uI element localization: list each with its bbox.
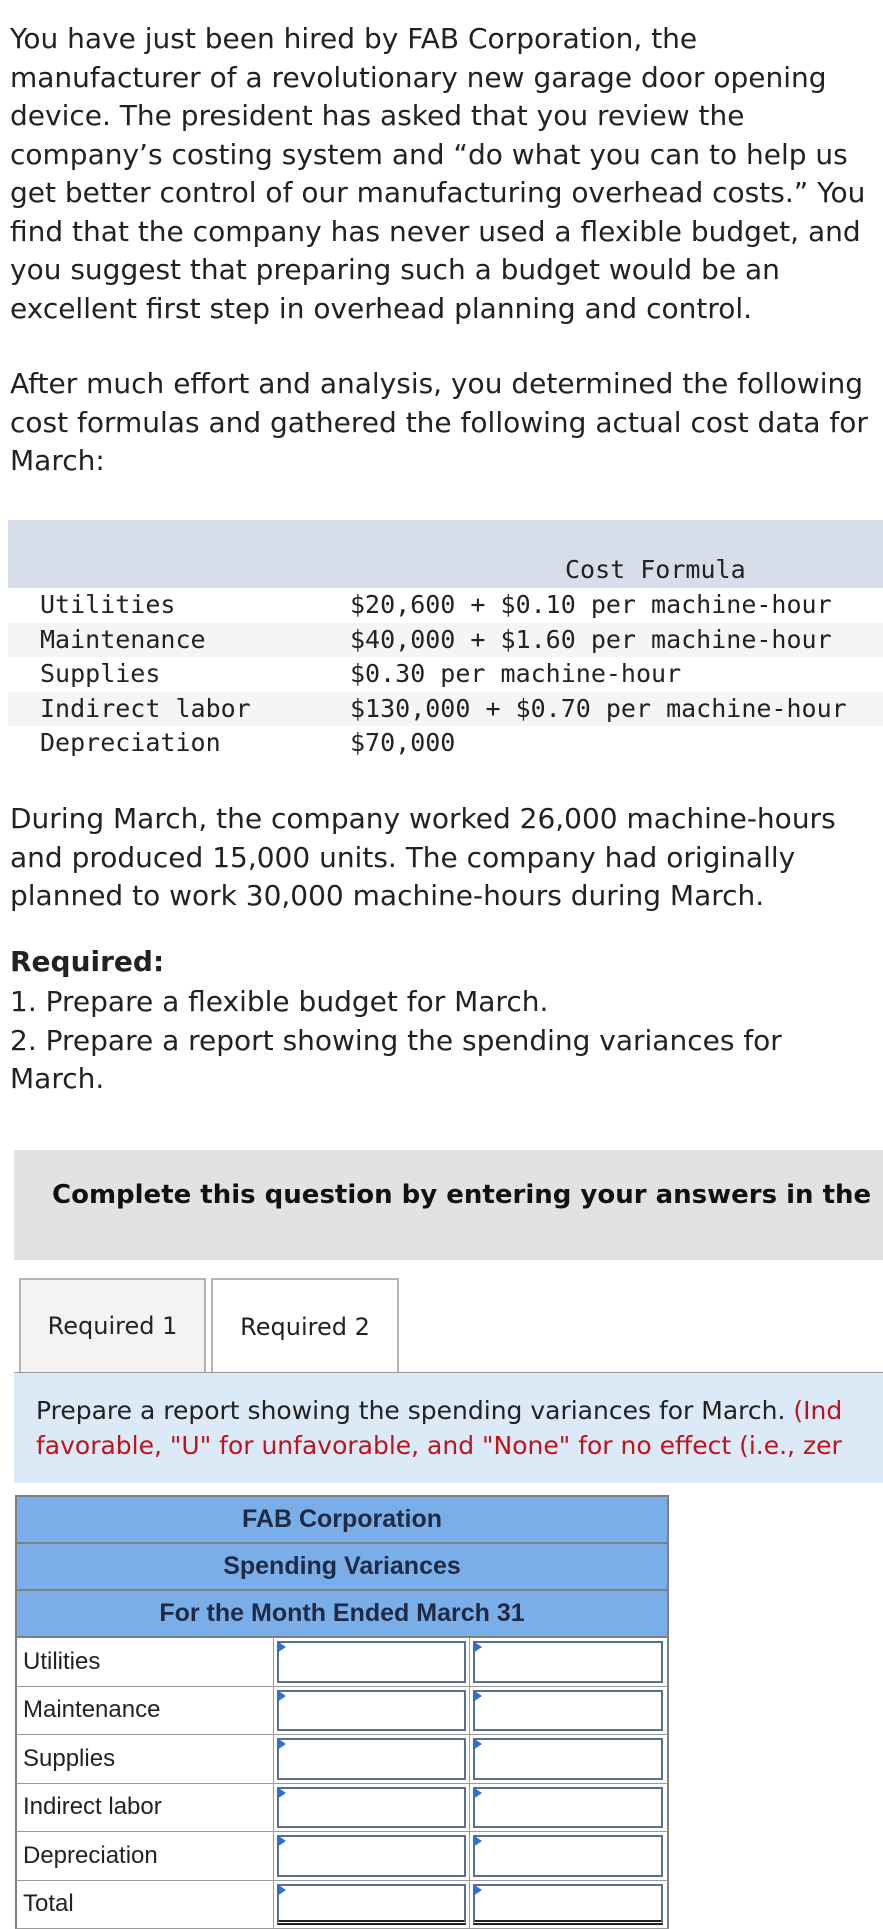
total-variance-input[interactable] (277, 1884, 466, 1926)
instructions-line2-note: favorable, "U" for unfavorable, and "None" for no effect (i.e., zer (36, 1431, 842, 1460)
indirect-labor-effect-input[interactable] (473, 1787, 663, 1829)
maintenance-effect-input[interactable] (473, 1690, 663, 1732)
supplies-variance-input[interactable] (277, 1738, 466, 1780)
input-marker-icon (277, 1835, 286, 1847)
maintenance-variance-input[interactable] (277, 1690, 466, 1732)
report-row-label: Indirect labor (17, 1784, 274, 1832)
utilities-variance-input[interactable] (277, 1641, 466, 1683)
report-row-supplies (15, 1735, 669, 1784)
depreciation-effect-input[interactable] (473, 1835, 663, 1877)
input-marker-icon (277, 1641, 286, 1653)
cost-formula-header-row (8, 552, 883, 588)
required-item-2: 2. Prepare a report showing the spending variances for March. (10, 1022, 875, 1099)
report-row-label: Total (17, 1881, 274, 1929)
report-company: FAB Corporation (15, 1495, 669, 1542)
instruction-banner (14, 1150, 883, 1260)
formula-row-name: Maintenance (40, 623, 206, 658)
formula-row-depreciation (8, 726, 883, 761)
formula-row-name: Supplies (40, 657, 160, 692)
report-period: For the Month Ended March 31 (15, 1589, 669, 1638)
indirect-labor-variance-input[interactable] (277, 1787, 466, 1829)
instruction-banner-text: Complete this question by entering your answers in the (52, 1180, 871, 1210)
input-marker-icon (277, 1884, 286, 1896)
formula-row-name: Utilities (40, 588, 175, 623)
report-title: Spending Variances (15, 1542, 669, 1589)
formula-row-maintenance (8, 623, 883, 658)
input-marker-icon (473, 1641, 482, 1653)
input-marker-icon (277, 1690, 286, 1702)
report-row-utilities (15, 1638, 669, 1687)
formula-row-value: $130,000 + $0.70 per machine-hour (350, 692, 847, 727)
formula-row-name: Indirect labor (40, 692, 251, 727)
intro-paragraph-3: During March, the company worked 26,000 machine-hours and produced 15,000 units. The company had originally planned to work 30,000 machine-hours during March. (10, 800, 875, 916)
formula-row-value: $70,000 (350, 726, 455, 761)
formula-row-value: $40,000 + $1.60 per machine-hour (350, 623, 832, 658)
formula-row-utilities (8, 588, 883, 623)
input-marker-icon (473, 1787, 482, 1799)
required-list (10, 983, 875, 1099)
report-row-label: Depreciation (17, 1832, 274, 1880)
formula-row-supplies (8, 657, 883, 692)
formula-row-value: $20,600 + $0.10 per machine-hour (350, 588, 832, 623)
input-marker-icon (277, 1787, 286, 1799)
supplies-effect-input[interactable] (473, 1738, 663, 1780)
formula-row-indirect-labor (8, 692, 883, 727)
total-effect-input[interactable] (473, 1884, 663, 1926)
formula-row-name: Depreciation (40, 726, 221, 761)
report-row-label: Maintenance (17, 1687, 274, 1735)
cost-formula-table (8, 552, 883, 761)
report-row-depreciation (15, 1832, 669, 1881)
instructions-line1: Prepare a report showing the spending variances for March. (36, 1396, 785, 1425)
utilities-effect-input[interactable] (473, 1641, 663, 1683)
input-marker-icon (277, 1738, 286, 1750)
instructions-line1-note: (Ind (793, 1396, 842, 1425)
spending-variances-report (15, 1495, 669, 1929)
required-heading: Required: (10, 945, 164, 978)
input-marker-icon (473, 1738, 482, 1750)
formula-row-value: $0.30 per machine-hour (350, 657, 681, 692)
report-row-label: Utilities (17, 1638, 274, 1686)
report-row-maintenance (15, 1687, 669, 1736)
input-marker-icon (473, 1690, 482, 1702)
instructions-text (36, 1393, 842, 1463)
depreciation-variance-input[interactable] (277, 1835, 466, 1877)
cost-formula-header: Cost Formula (565, 552, 746, 588)
tab-required-2[interactable]: Required 2 (211, 1278, 399, 1374)
required-item-1: 1. Prepare a flexible budget for March. (10, 983, 875, 1022)
input-marker-icon (473, 1835, 482, 1847)
instructions-box (14, 1373, 883, 1483)
report-row-label: Supplies (17, 1735, 274, 1783)
tab-required-1[interactable]: Required 1 (19, 1278, 206, 1372)
intro-paragraph-1: You have just been hired by FAB Corporation, the manufacturer of a revolutionary new garage door opening device. The president has asked that you review the company’s costing system and “do what you can to help us get better control of our manufacturing overhead costs.” You find that the company has never used a flexible budget, and you suggest that preparing such a budget would be an excellent first step in overhead planning and control. (10, 20, 875, 328)
report-row-indirect-labor (15, 1784, 669, 1833)
intro-paragraph-2: After much effort and analysis, you determined the following cost formulas and gathered the following actual cost data for March: (10, 365, 875, 481)
input-marker-icon (473, 1884, 482, 1896)
